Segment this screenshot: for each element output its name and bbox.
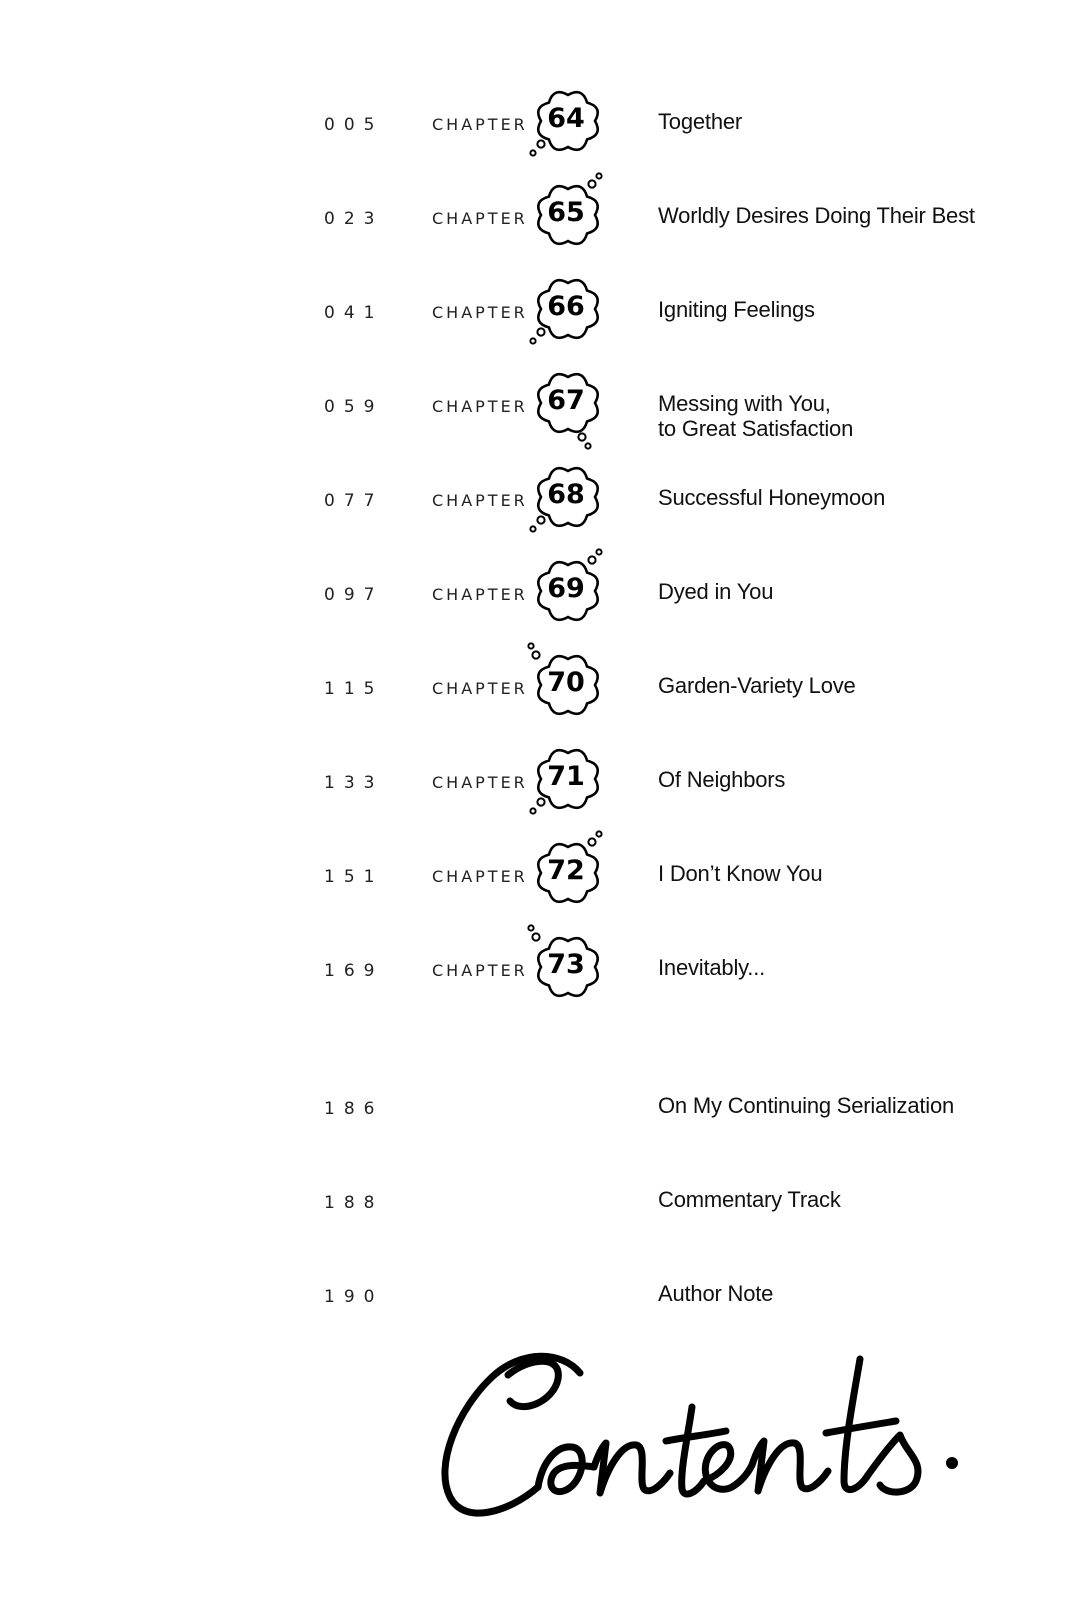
chapter-label: CHAPTER [432, 867, 528, 886]
toc-row-chapter-66[interactable] [0, 272, 1067, 352]
chapter-number: 70 [547, 667, 585, 698]
thought-bubble-dot [532, 933, 539, 940]
toc-row-chapter-71[interactable] [0, 742, 1067, 822]
chapter-number: 67 [547, 385, 585, 416]
page-number: 151 [324, 867, 384, 887]
toc-row-chapter-70[interactable] [0, 648, 1067, 728]
chapter-label: CHAPTER [432, 491, 528, 510]
chapter-badge [522, 548, 614, 640]
chapter-title: Dyed in You [658, 579, 774, 604]
chapter-label: CHAPTER [432, 585, 528, 604]
chapter-label: CHAPTER [432, 773, 528, 792]
contents-heading-script [430, 1335, 990, 1535]
page-number: 133 [324, 773, 384, 793]
thought-bubble-dot [588, 180, 595, 187]
chapter-number: 71 [547, 761, 585, 792]
thought-bubble-dot [530, 526, 535, 531]
chapter-label: CHAPTER [432, 303, 528, 322]
thought-bubble-dot [532, 651, 539, 658]
chapter-title: Together [658, 109, 743, 134]
thought-bubble-dot [537, 328, 544, 335]
toc-row-chapter-69[interactable] [0, 554, 1067, 634]
page-number: 186 [324, 1099, 384, 1119]
chapter-label: CHAPTER [432, 115, 528, 134]
chapter-label: CHAPTER [432, 961, 528, 980]
thought-bubble-dot [530, 808, 535, 813]
toc-row-chapter-68[interactable] [0, 460, 1067, 540]
chapter-badge [522, 736, 614, 828]
thought-bubble-dot [596, 173, 601, 178]
chapter-title: Successful Honeymoon [658, 485, 886, 510]
chapter-badge [522, 78, 614, 170]
chapter-label: CHAPTER [432, 397, 528, 416]
toc-row-chapter-65[interactable] [0, 178, 1067, 258]
chapter-title: Igniting Feelings [658, 297, 815, 322]
chapter-title: Of Neighbors [658, 767, 786, 792]
toc-row-chapter-73[interactable] [0, 930, 1067, 1010]
chapter-title: Inevitably... [658, 955, 766, 980]
toc-row-extra[interactable] [0, 1162, 1067, 1242]
thought-bubble-dot [588, 556, 595, 563]
chapter-title: I Don’t Know You [658, 861, 823, 886]
chapter-badge [522, 830, 614, 922]
page-number: 188 [324, 1193, 384, 1213]
thought-bubble-dot [596, 831, 601, 836]
extra-title: Commentary Track [658, 1187, 841, 1212]
page-number: 077 [324, 491, 384, 511]
page-number: 005 [324, 115, 384, 135]
chapter-number: 69 [547, 573, 585, 604]
extra-title: On My Continuing Serialization [658, 1093, 955, 1118]
chapter-label: CHAPTER [432, 679, 528, 698]
page-number: 115 [324, 679, 384, 699]
page-number: 169 [324, 961, 384, 981]
page-number: 023 [324, 209, 384, 229]
page-number: 041 [324, 303, 384, 323]
chapter-title: Messing with You, to Great Satisfaction [658, 391, 854, 441]
chapter-number: 64 [547, 103, 585, 134]
toc-row-chapter-64[interactable] [0, 84, 1067, 164]
page-number: 190 [324, 1287, 384, 1307]
chapter-number: 65 [547, 197, 585, 228]
chapter-badge [522, 924, 614, 1016]
extra-title: Author Note [658, 1281, 774, 1306]
toc-row-chapter-72[interactable] [0, 836, 1067, 916]
toc-row-chapter-67[interactable] [0, 366, 1067, 446]
chapter-badge [522, 642, 614, 734]
thought-bubble-dot [585, 443, 590, 448]
chapter-number: 73 [547, 949, 585, 980]
chapter-number: 72 [547, 855, 585, 886]
thought-bubble-dot [530, 338, 535, 343]
chapter-title: Garden-Variety Love [658, 673, 856, 698]
chapter-title: Worldly Desires Doing Their Best [658, 203, 975, 228]
thought-bubble-dot [530, 150, 535, 155]
thought-bubble-dot [537, 798, 544, 805]
page-number: 097 [324, 585, 384, 605]
page-number: 059 [324, 397, 384, 417]
chapter-number: 66 [547, 291, 585, 322]
chapter-badge [522, 454, 614, 546]
toc-row-extra[interactable] [0, 1256, 1067, 1336]
chapter-badge [522, 360, 614, 452]
thought-bubble-dot [596, 549, 601, 554]
chapter-badge [522, 266, 614, 358]
chapter-label: CHAPTER [432, 209, 528, 228]
thought-bubble-dot [537, 516, 544, 523]
thought-bubble-dot [537, 140, 544, 147]
chapter-badge [522, 172, 614, 264]
thought-bubble-dot [528, 925, 533, 930]
toc-row-extra[interactable] [0, 1068, 1067, 1148]
thought-bubble-dot [528, 643, 533, 648]
thought-bubble-dot [588, 838, 595, 845]
chapter-number: 68 [547, 479, 585, 510]
thought-bubble-dot [578, 433, 585, 440]
